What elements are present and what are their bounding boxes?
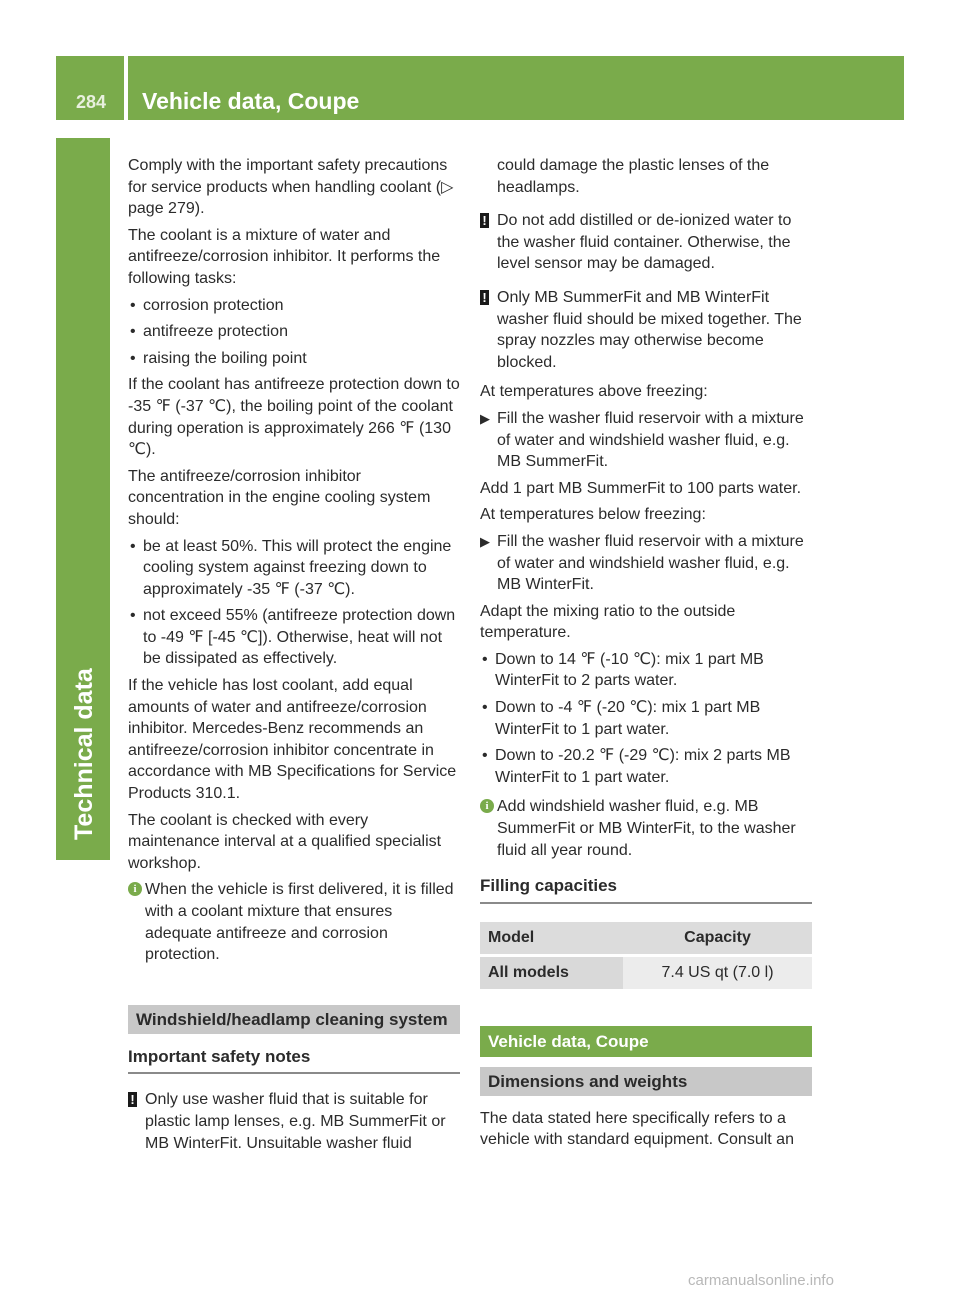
coolant-check-paragraph: The coolant is checked with every maintenance interval at a qualified specialist workshop. (128, 811, 442, 872)
task-item: • corrosion protection (128, 295, 460, 317)
instruction-step (480, 408, 812, 473)
ratio-item: • Down to 14 ℉ (-10 ℃): mix 1 part MB WinterFit to 2 parts water. (480, 649, 812, 692)
exclamation-icon: ! (480, 213, 489, 228)
ratio-item: • Down to -4 ℉ (-20 ℃): mix 1 part MB WinterFit to 1 part water. (480, 697, 812, 740)
vehicle-data-heading: Vehicle data, Coupe (480, 1026, 812, 1057)
instruction-step (480, 531, 812, 596)
below-freezing-heading: At temperatures below freezing: (480, 506, 706, 524)
warning-note-text: Do not add distilled or de-ionized water to the washer fluid container. Otherwise, the level sensor may be damaged. (497, 212, 792, 273)
warning-note (480, 287, 812, 373)
page-title: Vehicle data, Coupe (142, 88, 360, 114)
info-icon: i (480, 799, 494, 813)
table-cell-capacity: 7.4 US qt (7.0 l) (623, 957, 812, 989)
exclamation-icon: ! (480, 290, 489, 305)
table-header-capacity: Capacity (623, 922, 812, 954)
page-number: 284 (75, 92, 107, 112)
task-item: • antifreeze protection (128, 321, 460, 343)
coolant-mixture-paragraph: The coolant is a mixture of water and antifreeze/corrosion inhibitor. It performs the following tasks: (128, 226, 441, 287)
left-column (128, 155, 460, 1159)
info-note (480, 796, 812, 861)
info-note-text: Add windshield washer fluid, e.g. MB SummerFit or MB WinterFit, to the washer fluid all year round. (497, 798, 796, 859)
warning-continuation: could damage the plastic lenses of the headlamps. (497, 157, 770, 196)
concentration-item: • not exceed 55% (antifreeze protection down to -49 ℉ [-45 ℃]). Otherwise, heat will not be dissipated as effectively. (128, 605, 460, 670)
above-freezing-heading: At temperatures above freezing: (480, 383, 708, 401)
table-header-row (480, 922, 812, 954)
dimensions-heading: Dimensions and weights (480, 1067, 812, 1096)
side-tab-label (70, 810, 100, 840)
warning-note (128, 1089, 460, 1154)
task-item: • raising the boiling point (128, 348, 460, 370)
filling-capacities-heading: Filling capacities (480, 875, 812, 904)
lost-coolant-paragraph: If the vehicle has lost coolant, add equal amounts of water and antifreeze/corrosion inhibitor. Mercedes-Benz recommends an antifreeze/corrosion inhibitor concentrate in accordance with MB Specifications for Service Products 310.1. (128, 677, 457, 803)
table-row (480, 957, 812, 989)
info-icon: i (128, 882, 142, 896)
info-note (128, 879, 460, 965)
capacity-table (480, 919, 812, 992)
warning-note-text: Only use washer fluid that is suitable for plastic lamp lenses, e.g. MB SummerFit or MB WinterFit. Unsuitable washer fluid (145, 1091, 446, 1152)
summerfit-mix-paragraph: Add 1 part MB SummerFit to 100 parts water. (480, 479, 802, 497)
exclamation-icon: ! (128, 1092, 137, 1107)
triangle-right-icon: ▶ (480, 410, 490, 426)
dimensions-paragraph: The data stated here specifically refers to a vehicle with standard equipment. Consult an (480, 1109, 794, 1149)
boiling-point-paragraph: If the coolant has antifreeze protection down to -35 ℉ (-37 ℃), the boiling point of the coolant during operation is approximately 266 ℉ (130 ℃). (128, 376, 460, 459)
instruction-step-text: Fill the washer fluid reservoir with a mixture of water and windshield washer fluid, e.g. MB WinterFit. (497, 532, 804, 594)
subheading: Important safety notes (128, 1046, 460, 1075)
triangle-right-icon: ▶ (480, 533, 490, 549)
table-header-model: Model (480, 922, 623, 954)
info-note-text: When the vehicle is first delivered, it is filled with a coolant mixture that ensures adequate antifreeze and corrosion protection. (145, 881, 454, 964)
coolant-safety-paragraph: Comply with the important safety precautions for service products when handling coolant (▷ page 279). (128, 157, 454, 218)
ratio-item: • Down to -20.2 ℉ (-29 ℃): mix 2 parts MB WinterFit to 1 part water. (480, 745, 812, 788)
table-cell-model: All models (480, 957, 623, 989)
watermark: carmanualsonline.info (688, 1272, 834, 1289)
right-column (480, 155, 812, 1156)
concentration-paragraph: The antifreeze/corrosion inhibitor concentration in the engine cooling system should: (128, 467, 431, 528)
header-divider (124, 56, 128, 120)
section-heading: Windshield/headlamp cleaning system (128, 1005, 460, 1034)
instruction-step-text: Fill the washer fluid reservoir with a mixture of water and windshield washer fluid, e.g. MB SummerFit. (497, 409, 804, 471)
mixing-ratio-paragraph: Adapt the mixing ratio to the outside temperature. (480, 602, 736, 642)
concentration-item: • be at least 50%. This will protect the engine cooling system against freezing down to approximately -35 ℉ (-37 ℃). (128, 536, 460, 601)
warning-note (480, 210, 812, 275)
warning-note-text: Only MB SummerFit and MB WinterFit washer fluid should be mixed together. The spray nozzles may otherwise become blocked. (497, 288, 802, 371)
